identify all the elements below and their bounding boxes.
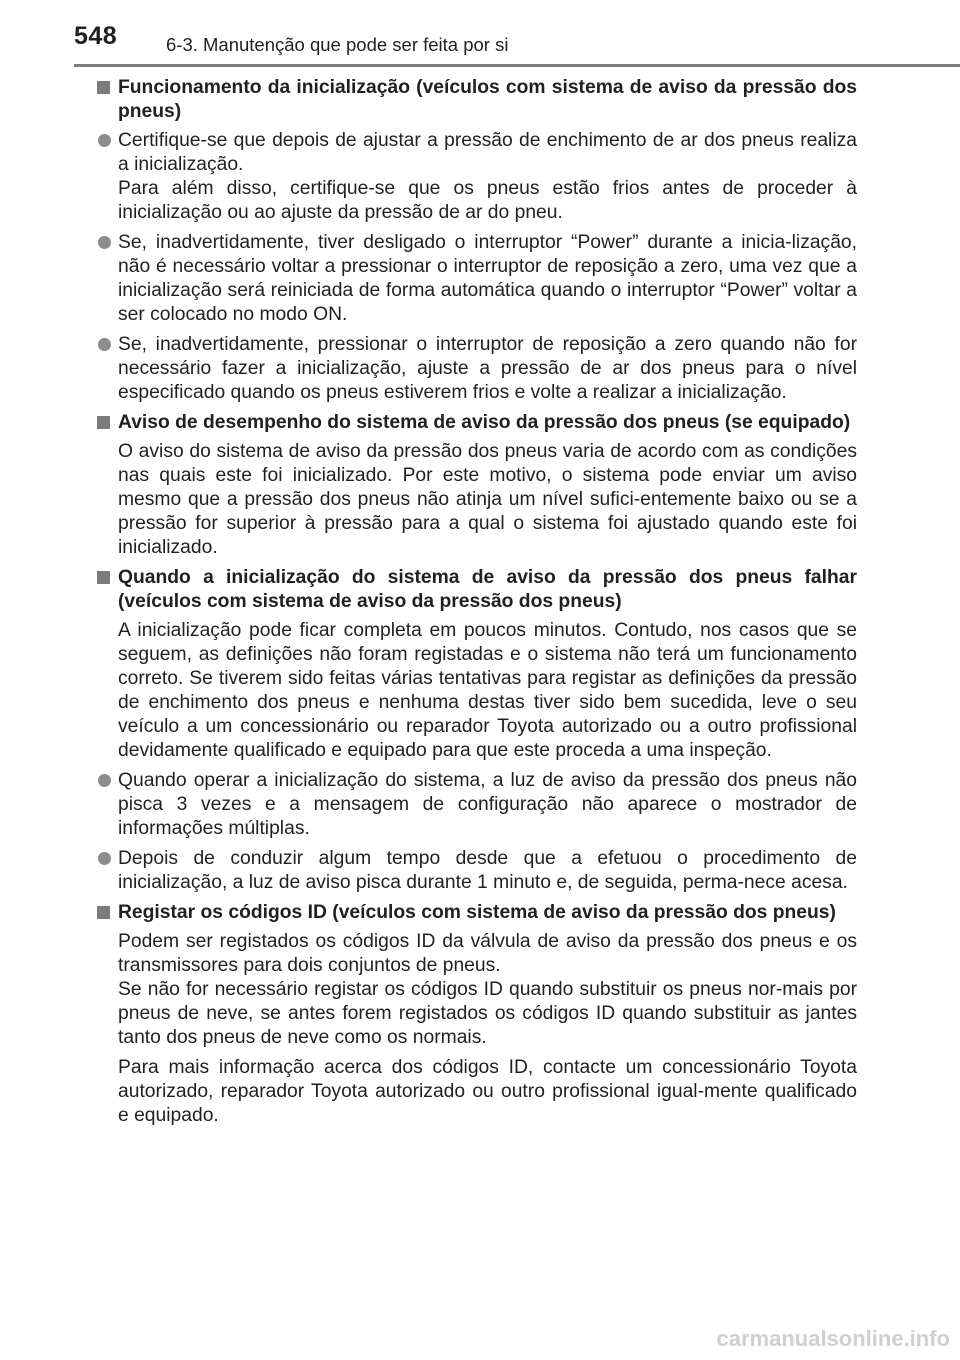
round-bullet-icon: [98, 852, 111, 865]
square-bullet-icon: [97, 571, 110, 584]
section-initialization-failure: [97, 566, 857, 895]
round-bullet-icon: [98, 774, 111, 787]
page-header: [0, 0, 960, 70]
paragraph: [97, 930, 857, 1050]
running-title: 6-3. Manutenção que pode ser feita por si: [166, 34, 509, 55]
section-performance-warning: [97, 411, 857, 560]
bullet-text: Se, inadvertidamente, pressionar o interruptor de reposição a zero quando não for necessário fazer a inicialização, ajuste a pressão de ar dos pneus para o nível especificado quando os pneus estiverem frios e volte a realizar a inicialização.: [118, 334, 857, 403]
paragraph: O aviso do sistema de aviso da pressão dos pneus varia de acordo com as condições nas quais este foi inicializado. Por este motivo, o sistema pode enviar um aviso mesmo que a pressão dos pneus não atinja um nível sufici-entemente baixo ou se a pressão for superior à pressão para a qual o sistema foi ajustado quando este foi inicializado.: [118, 441, 857, 558]
section-title: [97, 411, 857, 435]
square-bullet-icon: [97, 81, 110, 94]
list-item: [97, 231, 857, 327]
list-item: [97, 769, 857, 841]
paragraph: A inicialização pode ficar completa em poucos minutos. Contudo, nos casos que se seguem, as definições não foram registadas e o sistema não terá um funcionamento correto. Se tiverem sido feitas várias tentativas para registar as definições da pressão de enchimento dos pneus e nenhuma destas tiver sido bem sucedida, leve o seu veículo a um concessionário ou reparador Toyota autorizado ou a outro profissional devidamente qualificado e equipado para que este proceda a uma inspeção.: [118, 620, 857, 761]
section-title-text: Registar os códigos ID (veículos com sistema de aviso da pressão dos pneus): [118, 902, 836, 923]
page-number: 548: [74, 22, 118, 50]
section-title: [97, 76, 857, 124]
section-title: [97, 566, 857, 614]
bullet-text: Se, inadvertidamente, tiver desligado o interruptor “Power” durante a inicia-lização, não é necessário voltar a pressionar o interruptor de reposição a zero, uma vez que a inicialização será reiniciada de forma automática quando o interruptor “Power” voltar a ser colocado no modo ON.: [118, 232, 857, 325]
round-bullet-icon: [98, 236, 111, 249]
round-bullet-icon: [98, 134, 111, 147]
bullet-text: Depois de conduzir algum tempo desde que a efetuou o procedimento de inicialização, a luz de aviso pisca durante 1 minuto e, de seguida, perma-nece acesa.: [118, 848, 857, 893]
list-item: [97, 129, 857, 225]
list-item: [97, 333, 857, 405]
section-title: [97, 901, 857, 925]
paragraph-text-continued: Se não for necessário registar os códigos ID quando substituir os pneus nor-mais por pneus de neve, se antes forem registados os códigos ID quando substituir as jantes tanto dos pneus de neve como os normais.: [118, 979, 857, 1048]
header-rule: [74, 64, 960, 67]
round-bullet-icon: [98, 338, 111, 351]
section-title-text: Funcionamento da inicialização (veículos com sistema de aviso da pressão dos pneus): [118, 77, 857, 122]
section-title-text: Quando a inicialização do sistema de aviso da pressão dos pneus falhar (veículos com sistema de aviso da pressão dos pneus): [118, 567, 857, 612]
paragraph: Para mais informação acerca dos códigos ID, contacte um concessionário Toyota autorizado, reparador Toyota autorizado ou outro profissional igual-mente qualificado e equipado.: [118, 1057, 857, 1126]
square-bullet-icon: [97, 906, 110, 919]
paragraph-text: Podem ser registados os códigos ID da válvula de aviso da pressão dos pneus e os transmissores para dois conjuntos de pneus.: [118, 931, 857, 976]
section-title-text: Aviso de desempenho do sistema de aviso da pressão dos pneus (se equipado): [118, 412, 851, 433]
watermark: carmanualsonline.info: [716, 1326, 950, 1351]
section-register-id-codes: [97, 901, 857, 1128]
section-initialization-operation: [97, 76, 857, 405]
page-content: [97, 76, 857, 1134]
square-bullet-icon: [97, 416, 110, 429]
list-item: [97, 847, 857, 895]
bullet-text: Certifique-se que depois de ajustar a pressão de enchimento de ar dos pneus realiza a inicialização.: [118, 130, 857, 175]
bullet-text: Quando operar a inicialização do sistema, a luz de aviso da pressão dos pneus não pisca 3 vezes e a mensagem de configuração não aparece o mostrador de informações múltiplas.: [118, 770, 857, 839]
bullet-text-continued: Para além disso, certifique-se que os pneus estão frios antes de proceder à inicialização ou ao ajuste da pressão de ar do pneu.: [118, 178, 857, 223]
